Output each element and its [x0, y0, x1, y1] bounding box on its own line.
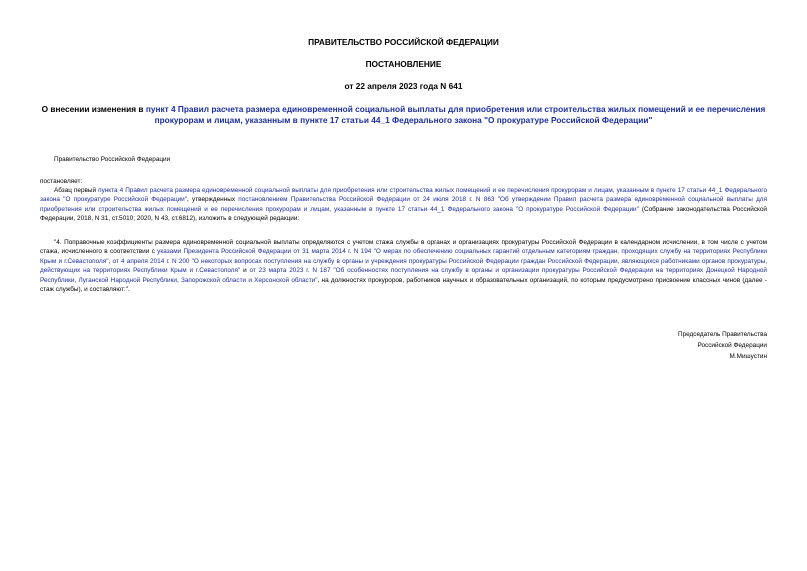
- para2-text-3: и: [240, 267, 250, 275]
- para2-link-decree-187[interactable]: от 23 марта 2023 г. N 187 "Об особенностях поступления на службу в органы и организации прокуратуры Российской Федерации на территориях Донецкой Народной Республики, Луганской Народной Республики, Запорожской области и Херсонской области": [40, 267, 767, 284]
- paragraph-new-wording: [40, 238, 767, 294]
- signature-position-line1: Председатель Правительства: [678, 331, 767, 338]
- para2-link-decree-194[interactable]: указами Президента Российской Федерации от 31 марта 2014 г. N 194 "О мерах по обеспечению социальных гарантий отдельным категориям граждан, проходящих службу на территориях Республики Крым и г.Севастополя": [40, 248, 767, 265]
- date-number-heading: от 22 апреля 2023 года N 641: [344, 81, 463, 91]
- para2-text-1: "4. Поправочные коэффициенты размера единовременной социальной выплаты определяются с учетом стажа службы в органах и организациях прокуратуры Российской Федерации в календарном исчислении, в том числе с учетом стажа, исчисленного в соответствии с: [40, 239, 767, 256]
- para1-text-1: Абзац первый: [54, 187, 99, 194]
- signature-position-line2: Российской Федерации: [697, 342, 767, 349]
- document-title: [40, 104, 767, 126]
- paragraph-amendment: [40, 186, 767, 224]
- decrees-text: постановляет:: [40, 178, 83, 185]
- para1-link-resolution-863[interactable]: постановлением Правительства Российской Федерации от 24 июля 2018 г. N 863 "Об утверждении Правил расчета размера единовременной социальной выплаты для приобретения или строительства жилых помещений и ее перечисления прокурорам и лицам, указанным в пункте 17 статьи 44_1 Федерального закона "О прокуратуре Российской Федерации": [40, 196, 767, 213]
- government-heading: ПРАВИТЕЛЬСТВО РОССИЙСКОЙ ФЕДЕРАЦИИ: [308, 37, 499, 47]
- para2-text-4: , на должностях прокуроров, работников научных и образовательных организаций, по которым предусмотрено присвоение классных чинов (далее - стаж службы), и составляют:".: [40, 276, 767, 294]
- para1-link-rules-point4[interactable]: пункта 4 Правил расчета размера единовременной социальной выплаты для приобретения или строительства жилых помещений и ее перечисления прокурорам и лицам, указанным в пункте 17 статьи 44_1 Федерального закона "О прокуратуре Российской Федерации": [40, 187, 767, 204]
- para1-text-3: (Собрание законодательства Российской Федерации, 2018, N 31, ст.5010; 2020, N 43, ст.6812), изложить в следующей редакции:: [40, 205, 768, 223]
- signature-block: [567, 329, 767, 362]
- signature-name: М.Мишустин: [729, 353, 767, 360]
- para1-text-2: , утвержденных: [187, 196, 239, 204]
- document-type-heading: ПОСТАНОВЛЕНИЕ: [365, 59, 442, 69]
- issuer-text: Правительство Российской Федерации: [54, 156, 171, 163]
- para2-link-decree-200[interactable]: от 4 апреля 2014 г. N 200 "О некоторых вопросах поступления на службу в органы и учреждения прокуратуры Российской Федерации граждан Российской Федерации, являющихся работниками органов прокуратуры, действующих на территориях Республики Крым и г.Севастополя": [40, 257, 767, 275]
- title-link-rules[interactable]: пункт 4 Правил расчета размера единовременной социальной выплаты для приобретения или строительства жилых помещений и ее перечисления прокурорам и лицам, указанным в пункте 17 статьи 44_1 Федерального закона "О прокуратуре Российской Федерации": [145, 104, 766, 125]
- para2-text-2: ,: [108, 257, 113, 265]
- title-text-part1: О внесении изменения в: [41, 104, 146, 114]
